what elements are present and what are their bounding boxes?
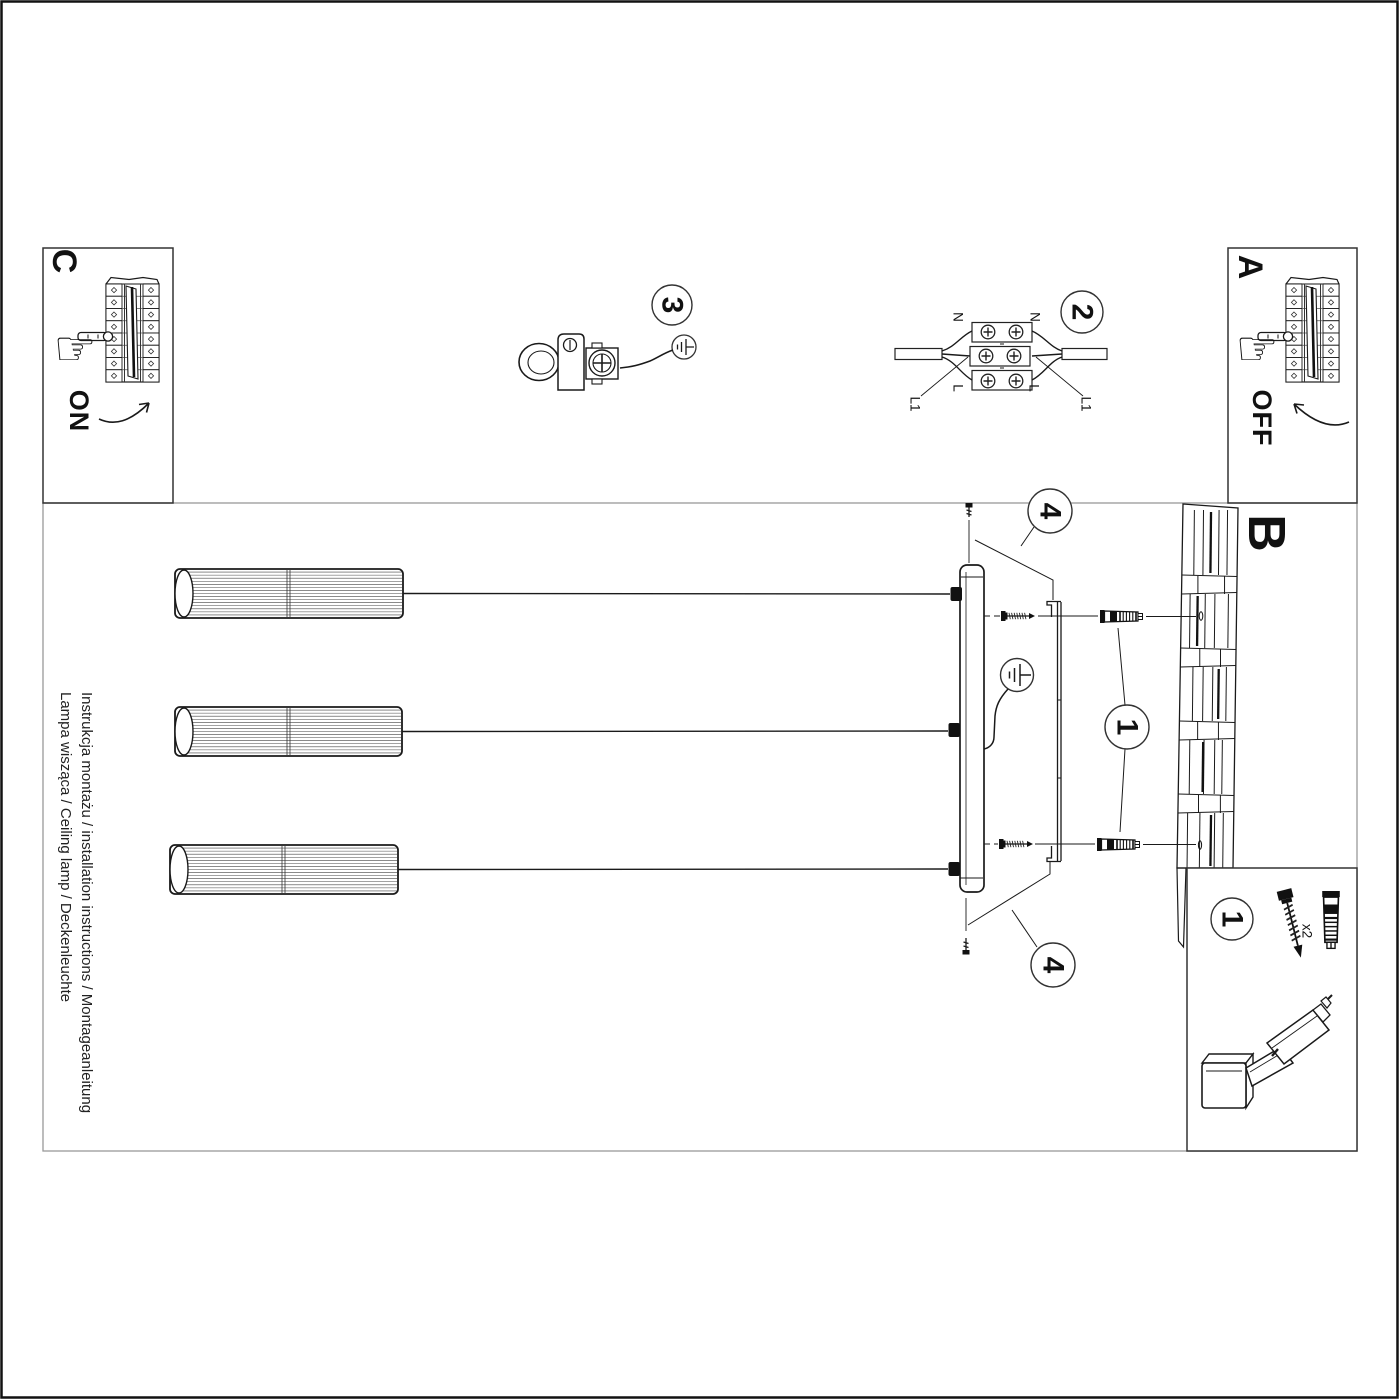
power-off-label: OFF bbox=[1247, 389, 1277, 447]
power-on-label: ON bbox=[64, 389, 94, 433]
earth-wire bbox=[984, 689, 1008, 749]
leader-top bbox=[975, 540, 1053, 600]
brick-wall bbox=[1177, 504, 1238, 868]
wire-label-l1: L1 bbox=[907, 396, 923, 412]
mounting-bracket bbox=[1047, 602, 1061, 862]
cable-grommet bbox=[949, 723, 961, 737]
mounting-screw-icon bbox=[999, 839, 1033, 849]
curved-arrow-icon bbox=[1294, 404, 1349, 425]
title-line-1: Instrukcja montażu / installation instructions / Montageanleitung bbox=[78, 692, 95, 1114]
wire-label-l1: L1 bbox=[1078, 396, 1094, 412]
main-diagram bbox=[170, 489, 1238, 987]
wire-label-l: L bbox=[1026, 384, 1042, 392]
cable-wires-left bbox=[942, 331, 972, 380]
canopy-end-screw-top bbox=[966, 503, 973, 563]
leader-step4-top bbox=[1021, 527, 1034, 546]
wire-label-l: L bbox=[950, 384, 966, 392]
mounting-screw-icon bbox=[1001, 611, 1035, 621]
page-border bbox=[2, 2, 1398, 1398]
wire-label-n: N bbox=[1027, 312, 1043, 322]
cable-left bbox=[895, 349, 942, 360]
wall-plug-icon bbox=[1097, 838, 1140, 851]
cable-grommet bbox=[951, 587, 963, 601]
step-c-label: C bbox=[45, 248, 83, 274]
curved-arrow-icon bbox=[99, 403, 149, 422]
pendant-cables bbox=[398, 594, 950, 870]
canopy-bar bbox=[949, 565, 985, 892]
step-4-number: 4 bbox=[1036, 956, 1070, 974]
step-a-label: A bbox=[1231, 254, 1269, 280]
earth-wire bbox=[620, 350, 673, 368]
cable-wires-right bbox=[1032, 331, 1062, 380]
earth-symbol-icon bbox=[672, 335, 696, 359]
step-b-label: B bbox=[1237, 514, 1295, 552]
drill-hole-top bbox=[1199, 612, 1203, 620]
wire-label-n: N bbox=[950, 312, 966, 322]
step-2-number: 2 bbox=[1065, 303, 1099, 321]
cable-right bbox=[1062, 349, 1107, 360]
cord-grip-holder bbox=[519, 334, 618, 390]
canopy-end-screw-bottom bbox=[963, 898, 970, 955]
title-line-2: Lampa wisząca / Ceiling lamp / Deckenleuchte bbox=[57, 692, 74, 1003]
wall-plug-icon bbox=[1100, 610, 1143, 623]
pointing-hand-icon: ☞ bbox=[53, 321, 97, 377]
cable-grommet bbox=[949, 862, 961, 876]
dash-lines bbox=[984, 616, 1000, 844]
step-1-number: 1 bbox=[1110, 718, 1144, 736]
step-4-number: 4 bbox=[1033, 502, 1067, 520]
pointing-hand-icon: ☞ bbox=[1235, 321, 1279, 377]
step-1-number: 1 bbox=[1215, 910, 1249, 928]
step-3-number: 3 bbox=[655, 296, 689, 314]
quantity-label: x2 bbox=[1299, 923, 1315, 939]
earth-symbol-icon bbox=[984, 659, 1034, 750]
pendant-cylinders bbox=[170, 569, 403, 894]
accessory-wall-plug-icon bbox=[1322, 891, 1340, 948]
leader-step4-bottom bbox=[1012, 910, 1037, 947]
brick-wall-edge bbox=[1177, 868, 1186, 947]
